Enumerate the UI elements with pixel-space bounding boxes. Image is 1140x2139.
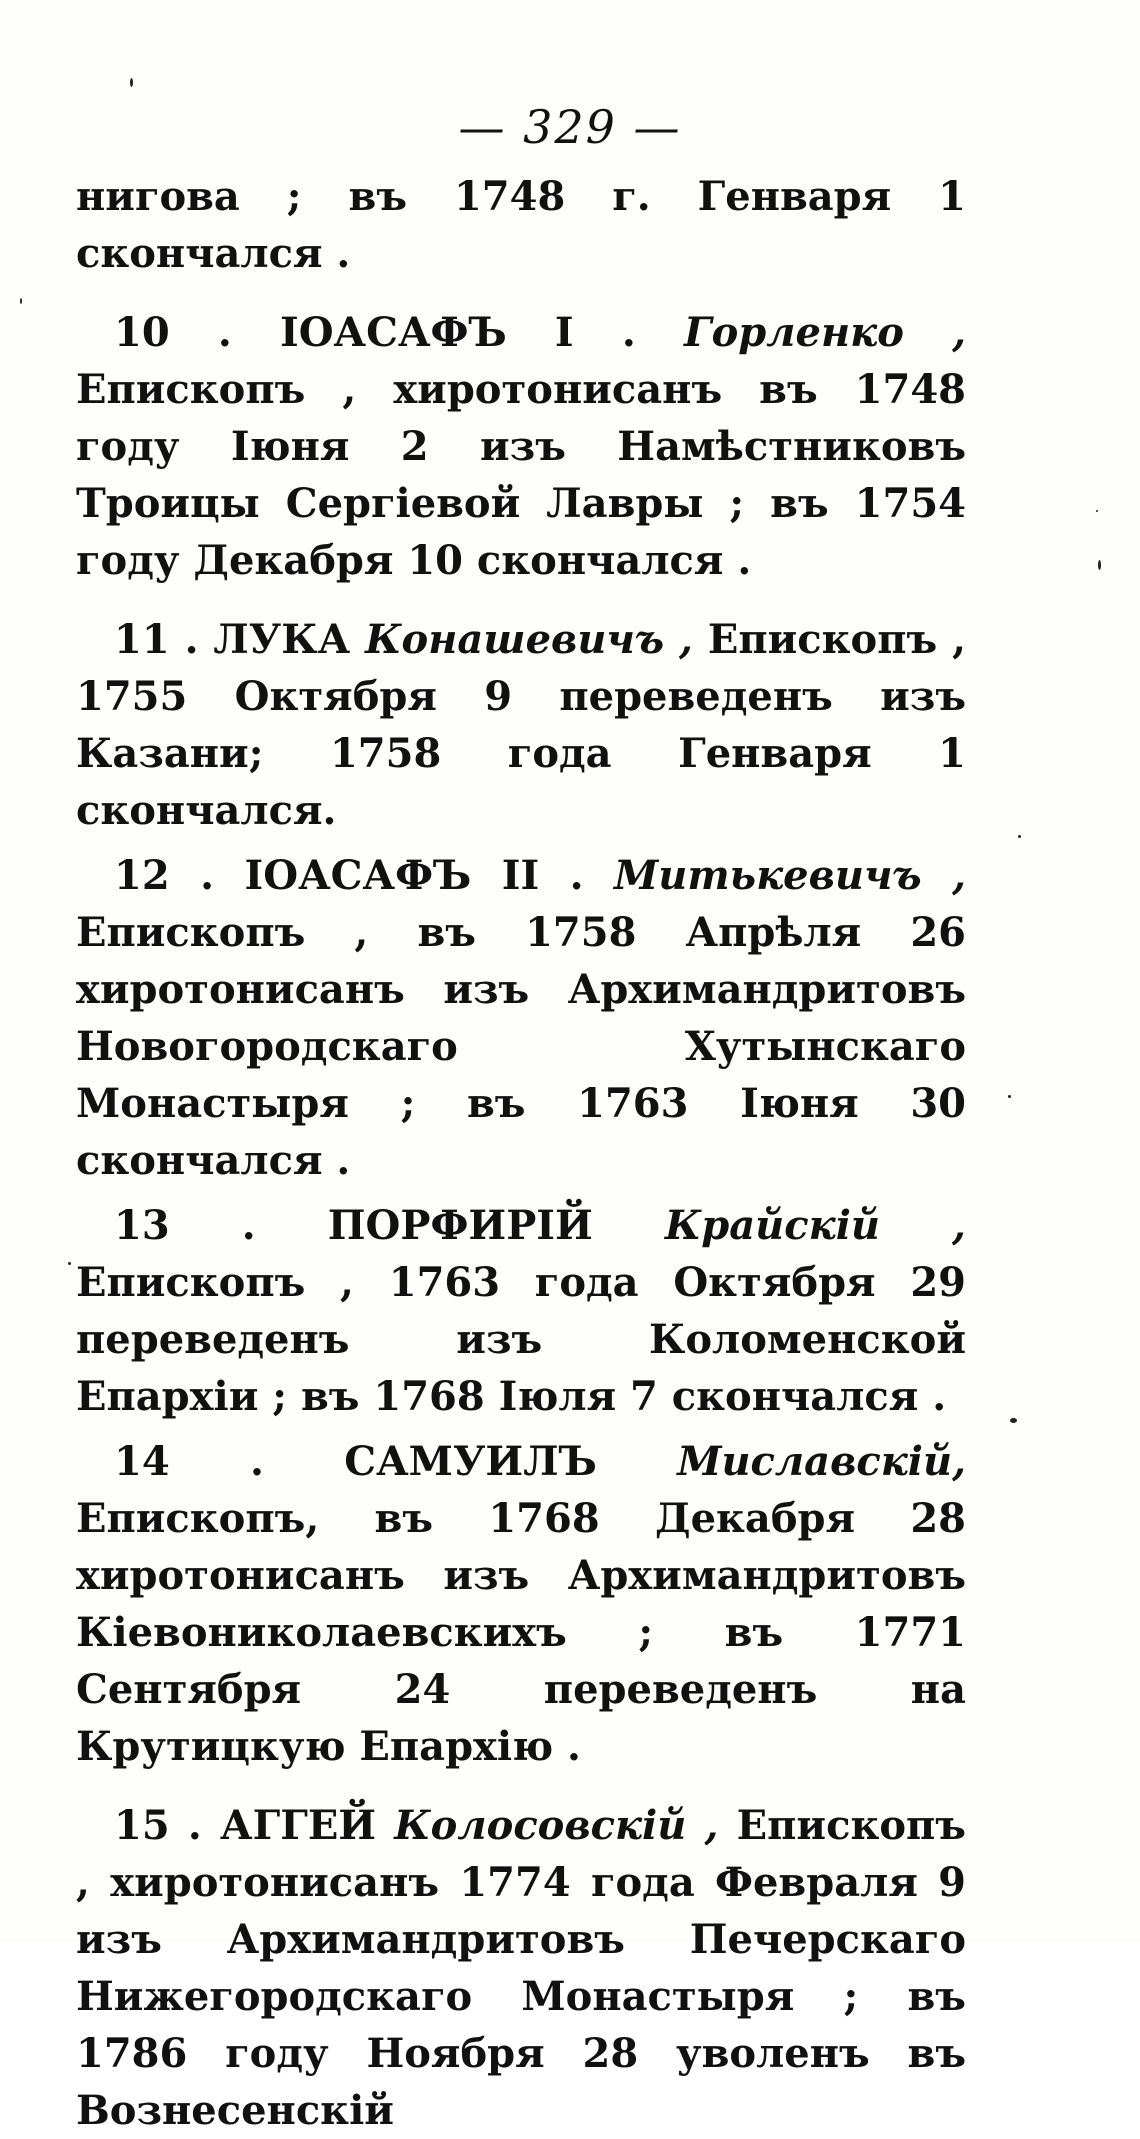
page-text bbox=[76, 168, 966, 2139]
entry-13 bbox=[76, 1197, 966, 1425]
entry-text: Епископъ , 1755 Октября 9 переведенъ изъ Казани; 1758 года Генваря 1 скончался. bbox=[76, 616, 966, 834]
print-speck bbox=[1008, 1095, 1011, 1098]
entry-text: Епископъ, въ 1768 Декабря 28 хиротонисанъ изъ Архимандритовъ Кіевониколаевскихъ ; въ 1771 Сентября 24 переведенъ на Крутицкую Епархію . bbox=[76, 1495, 966, 1770]
entry-name: ЛУКА bbox=[213, 616, 351, 663]
entry-11 bbox=[76, 611, 966, 839]
entry-surname: Митькевичъ , bbox=[614, 852, 966, 899]
entry-text: Епископъ , хиротонисанъ въ 1748 году Іюня 2 изъ Намѣстниковъ Троицы Сергіевой Лавры ; въ 1754 году Декабря 10 скончался . bbox=[76, 366, 966, 584]
entry-name: ПОРФИРІЙ bbox=[327, 1202, 593, 1249]
print-speck bbox=[20, 298, 22, 304]
entry-14 bbox=[76, 1433, 966, 1775]
entry-text: Епископъ , хиротонисанъ 1774 года Февраля 9 изъ Архимандритовъ Печерскаго Нижегородскаго Монастыря ; въ 1786 году Ноября 28 уволенъ въ Вознесенскій bbox=[76, 1802, 966, 2134]
entry-number: 10 . bbox=[114, 309, 232, 356]
entry-surname: Крайскій , bbox=[664, 1202, 966, 1249]
print-speck bbox=[1096, 510, 1098, 512]
entry-15 bbox=[76, 1797, 966, 2139]
page-number: — 329 — bbox=[458, 100, 682, 154]
entry-name: АГГЕЙ bbox=[220, 1802, 377, 1849]
entry-number: 14 . bbox=[114, 1438, 264, 1485]
entry-12 bbox=[76, 847, 966, 1189]
entry-surname: Конашевичъ , bbox=[365, 616, 693, 663]
print-speck bbox=[1018, 835, 1021, 838]
print-speck bbox=[1010, 1418, 1017, 1423]
entry-number: 11 . bbox=[114, 616, 199, 663]
entry-text: Епископъ , въ 1758 Апрѣля 26 хиротонисанъ изъ Архимандритовъ Новогородскаго Хутынскаго Монастыря ; въ 1763 Іюня 30 скончался . bbox=[76, 909, 966, 1184]
print-speck bbox=[130, 78, 133, 87]
entry-name: САМУИЛЪ bbox=[344, 1438, 597, 1485]
print-speck bbox=[1098, 560, 1101, 570]
entry-surname: Миславскій, bbox=[677, 1438, 966, 1485]
entry-name: ІОАСАФЪ II . bbox=[244, 852, 584, 899]
print-speck bbox=[68, 1262, 71, 1265]
entry-10 bbox=[76, 304, 966, 589]
entry-name: ІОАСАФЪ I . bbox=[279, 309, 636, 356]
continuation-paragraph: нигова ; въ 1748 г. Генваря 1 скончался . bbox=[76, 173, 966, 277]
entry-text: Епископъ , 1763 года Октября 29 переведенъ изъ Коломенской Епархіи ; въ 1768 Іюля 7 скончался . bbox=[76, 1259, 966, 1420]
entry-surname: Горленко , bbox=[683, 309, 966, 356]
entry-surname: Колосовскій , bbox=[394, 1802, 719, 1849]
entry-number: 13 . bbox=[114, 1202, 256, 1249]
entry-number: 12 . bbox=[114, 852, 215, 899]
entry-number: 15 . bbox=[114, 1802, 202, 1849]
